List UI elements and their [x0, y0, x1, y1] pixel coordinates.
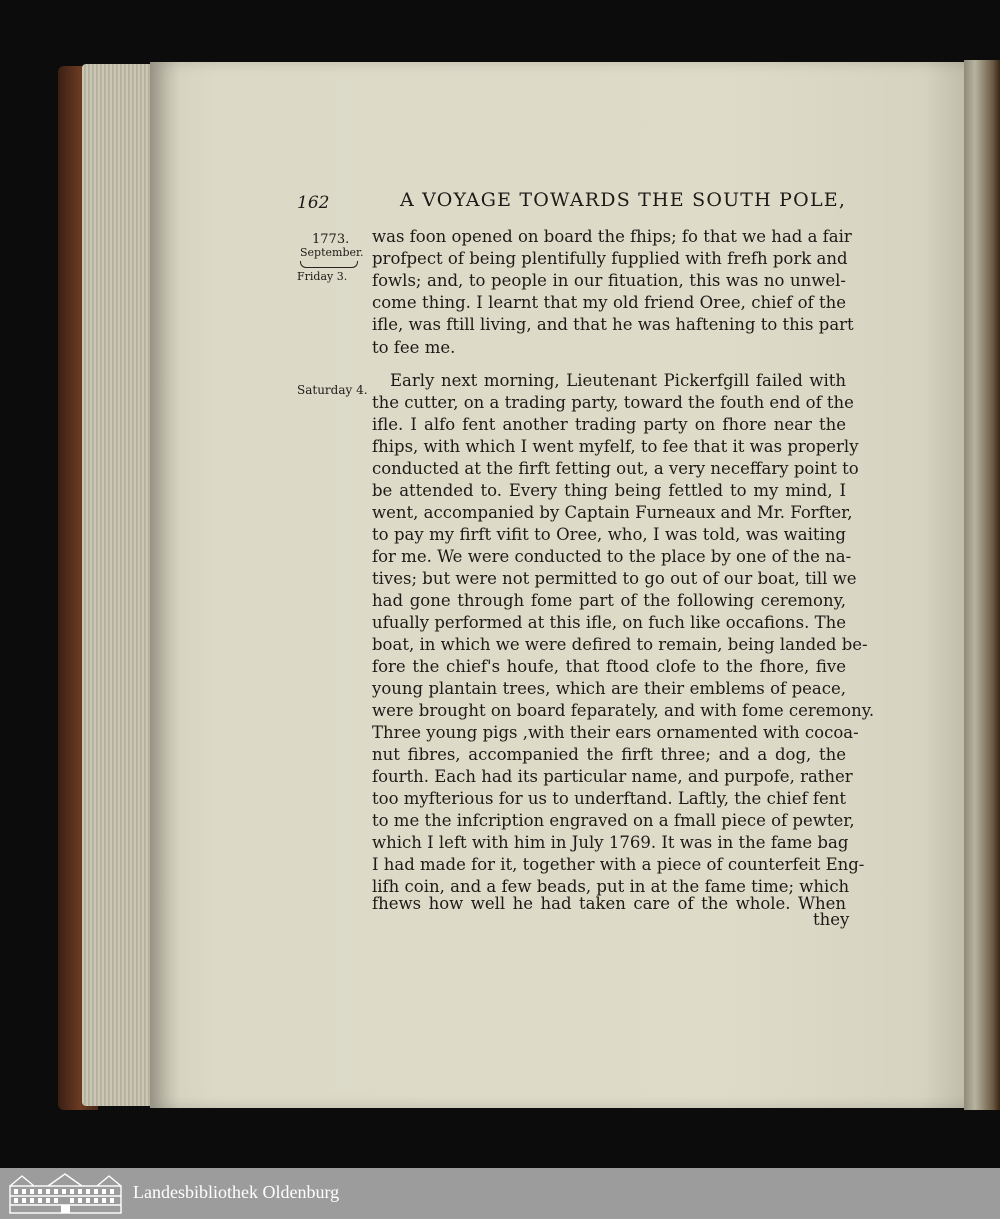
text-line: which I left with him in July 1769. It was in the fame bag [372, 833, 849, 852]
text-line: to pay my firft vifit to Oree, who, I was told, was waiting [372, 525, 846, 544]
text-line: fhips, with which I went myfelf, to fee that it was properly [372, 437, 859, 456]
text-line: come thing. I learnt that my old friend Oree, chief of the [372, 293, 846, 312]
text-line: ifle, was ftill living, and that he was haftening to this part [372, 315, 854, 334]
text-line: were brought on board feparately, and with fome ceremony. [372, 701, 875, 720]
text-line: fore the chief's houfe, that ftood clofe to the fhore, five [372, 657, 846, 676]
margin-day-friday: Friday 3. [297, 270, 348, 283]
text-line: conducted at the firft fetting out, a very neceffary point to [372, 459, 859, 478]
text-line: ifle. I alfo fent another trading party on fhore near the [372, 415, 846, 434]
text-line: to me the infcription engraved on a fmall piece of pewter, [372, 811, 855, 830]
text-line: fhews how well he had taken care of the whole. When [372, 894, 846, 913]
library-building-logo-icon [8, 1172, 123, 1215]
margin-day-saturday: Saturday 4. [297, 383, 368, 397]
text-line: boat, in which we were defired to remain, being landed be- [372, 635, 868, 654]
spine-shadow [150, 62, 180, 1108]
margin-year: 1773. [312, 232, 350, 247]
catchword: they [813, 910, 850, 929]
text-line: I had made for it, together with a piece of counterfeit Eng- [372, 855, 865, 874]
text-line: fowls; and, to people in our fituation, this was no unwel- [372, 271, 846, 290]
text-line: profpect of being plentifully fupplied with frefh pork and [372, 249, 848, 268]
text-line: had gone through fome part of the following ceremony, [372, 591, 846, 610]
library-name: Landesbibliothek Oldenburg [133, 1182, 340, 1202]
text-line: nut fibres, accompanied the firft three; and a dog, the [372, 745, 846, 764]
running-head: A VOYAGE TOWARDS THE SOUTH POLE, [400, 189, 847, 211]
margin-month: September. [300, 246, 364, 259]
book-edge-right [964, 60, 1000, 1110]
margin-brace [300, 261, 358, 268]
text-line: to fee me. [372, 338, 456, 357]
text-line: fourth. Each had its particular name, and purpofe, rather [372, 767, 853, 786]
text-line: young plantain trees, which are their emblems of peace, [372, 679, 846, 698]
text-line: Three young pigs ,with their ears ornamented with cocoa- [372, 723, 859, 742]
text-line: went, accompanied by Captain Furneaux and Mr. Forfter, [372, 503, 853, 522]
text-line: be attended to. Every thing being fettled to my mind, I [372, 481, 846, 500]
text-line: ufually performed at this ifle, on fuch like occafions. The [372, 613, 846, 632]
page-number: 162 [297, 193, 330, 213]
text-line: the cutter, on a trading party, toward the fouth end of the [372, 393, 854, 412]
text-line: lifh coin, and a few beads, put in at the fame time; which [372, 877, 850, 896]
text-line: was foon opened on board the fhips; fo that we had a fair [372, 227, 852, 246]
footer-bar [0, 1168, 1000, 1219]
text-line: Early next morning, Lieutenant Pickerfgill failed with [390, 371, 846, 390]
text-line: too myfterious for us to underftand. Laftly, the chief fent [372, 789, 846, 808]
text-line: for me. We were conducted to the place by one of the na- [372, 547, 852, 566]
text-line: tives; but were not permitted to go out of our boat, till we [372, 569, 857, 588]
